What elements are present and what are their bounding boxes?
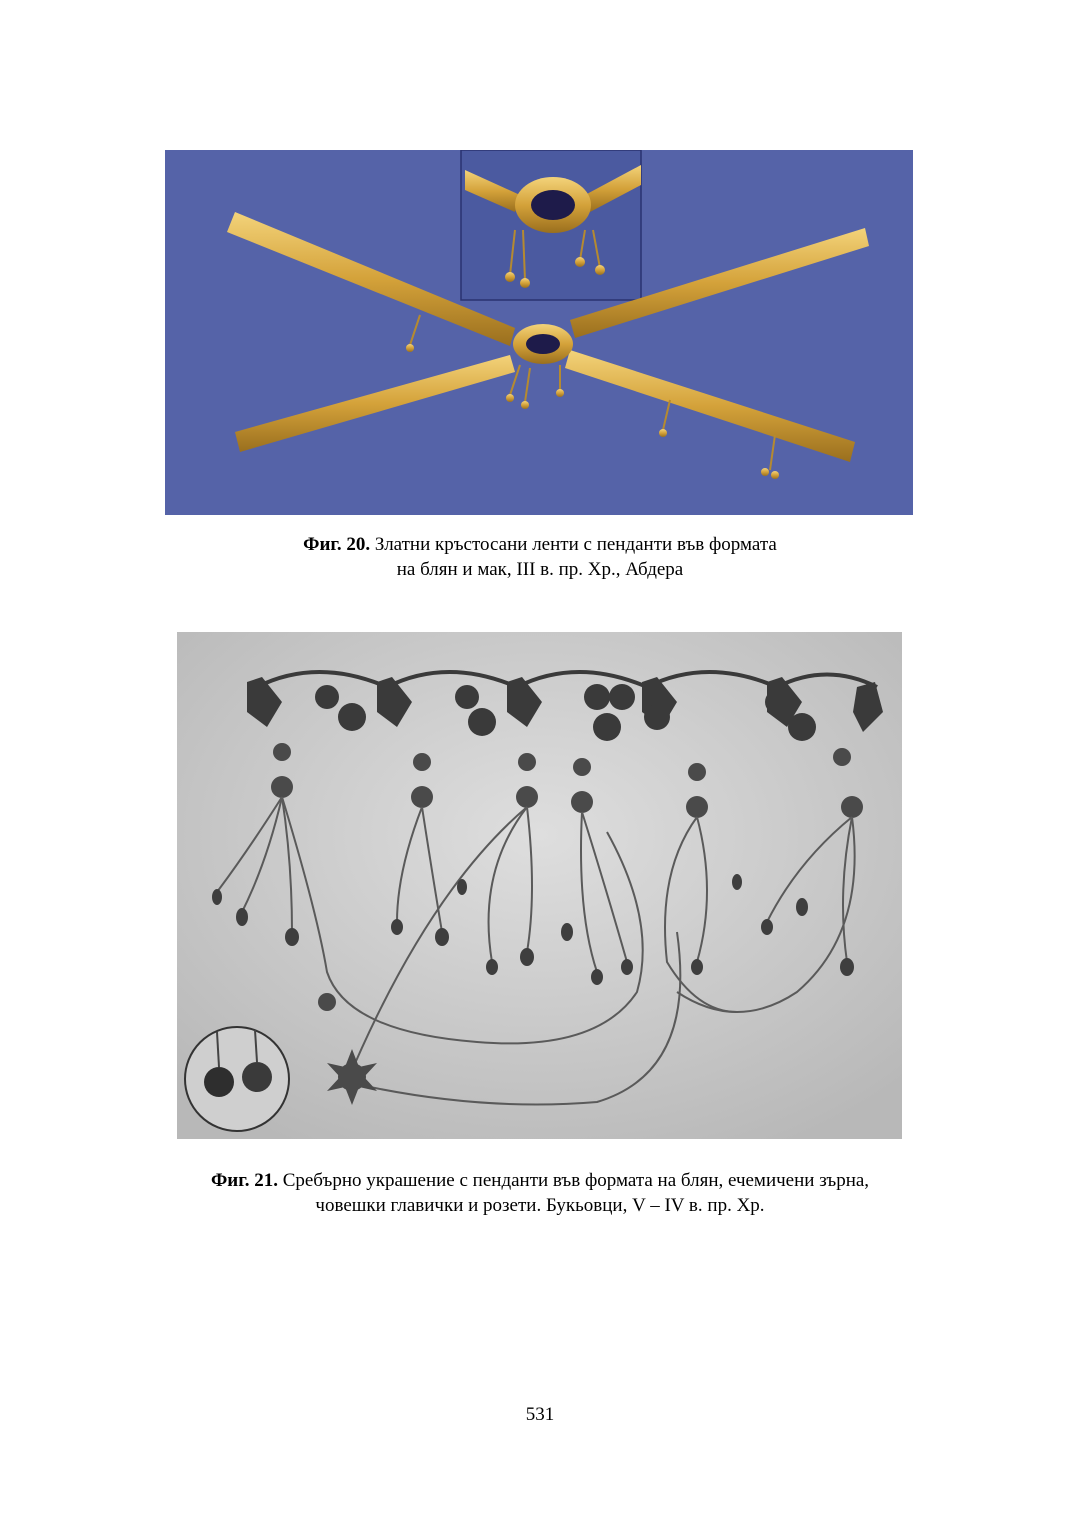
gold-bands-image bbox=[165, 150, 913, 515]
figure-20-label: Фиг. 20. bbox=[303, 534, 371, 555]
figure-20-caption-line-1 bbox=[0, 532, 1080, 557]
figure-21-caption bbox=[0, 1168, 1080, 1218]
page-number: 531 bbox=[525, 1404, 555, 1425]
silver-ornament-image bbox=[177, 632, 902, 1139]
figure-20-caption-line-2: на блян и мак, III в. пр. Хр., Абдера bbox=[396, 559, 684, 580]
figure-20-caption-text-1: Златни кръстосани ленти с пенданти във формата bbox=[374, 534, 777, 555]
figure-21-caption-line-1 bbox=[0, 1168, 1080, 1193]
figure-20-caption bbox=[0, 532, 1080, 582]
figure-20-photo bbox=[165, 150, 913, 515]
figure-21-caption-text-1: Сребърно украшение с пенданти във формата на блян, ечемичени зърна, bbox=[282, 1170, 870, 1191]
figure-21-photo bbox=[177, 632, 902, 1139]
figure-21-label: Фиг. 21. bbox=[210, 1170, 278, 1191]
figure-21-caption-line-2: човешки главички и розети. Букьовци, V – IV в. пр. Хр. bbox=[315, 1195, 765, 1216]
